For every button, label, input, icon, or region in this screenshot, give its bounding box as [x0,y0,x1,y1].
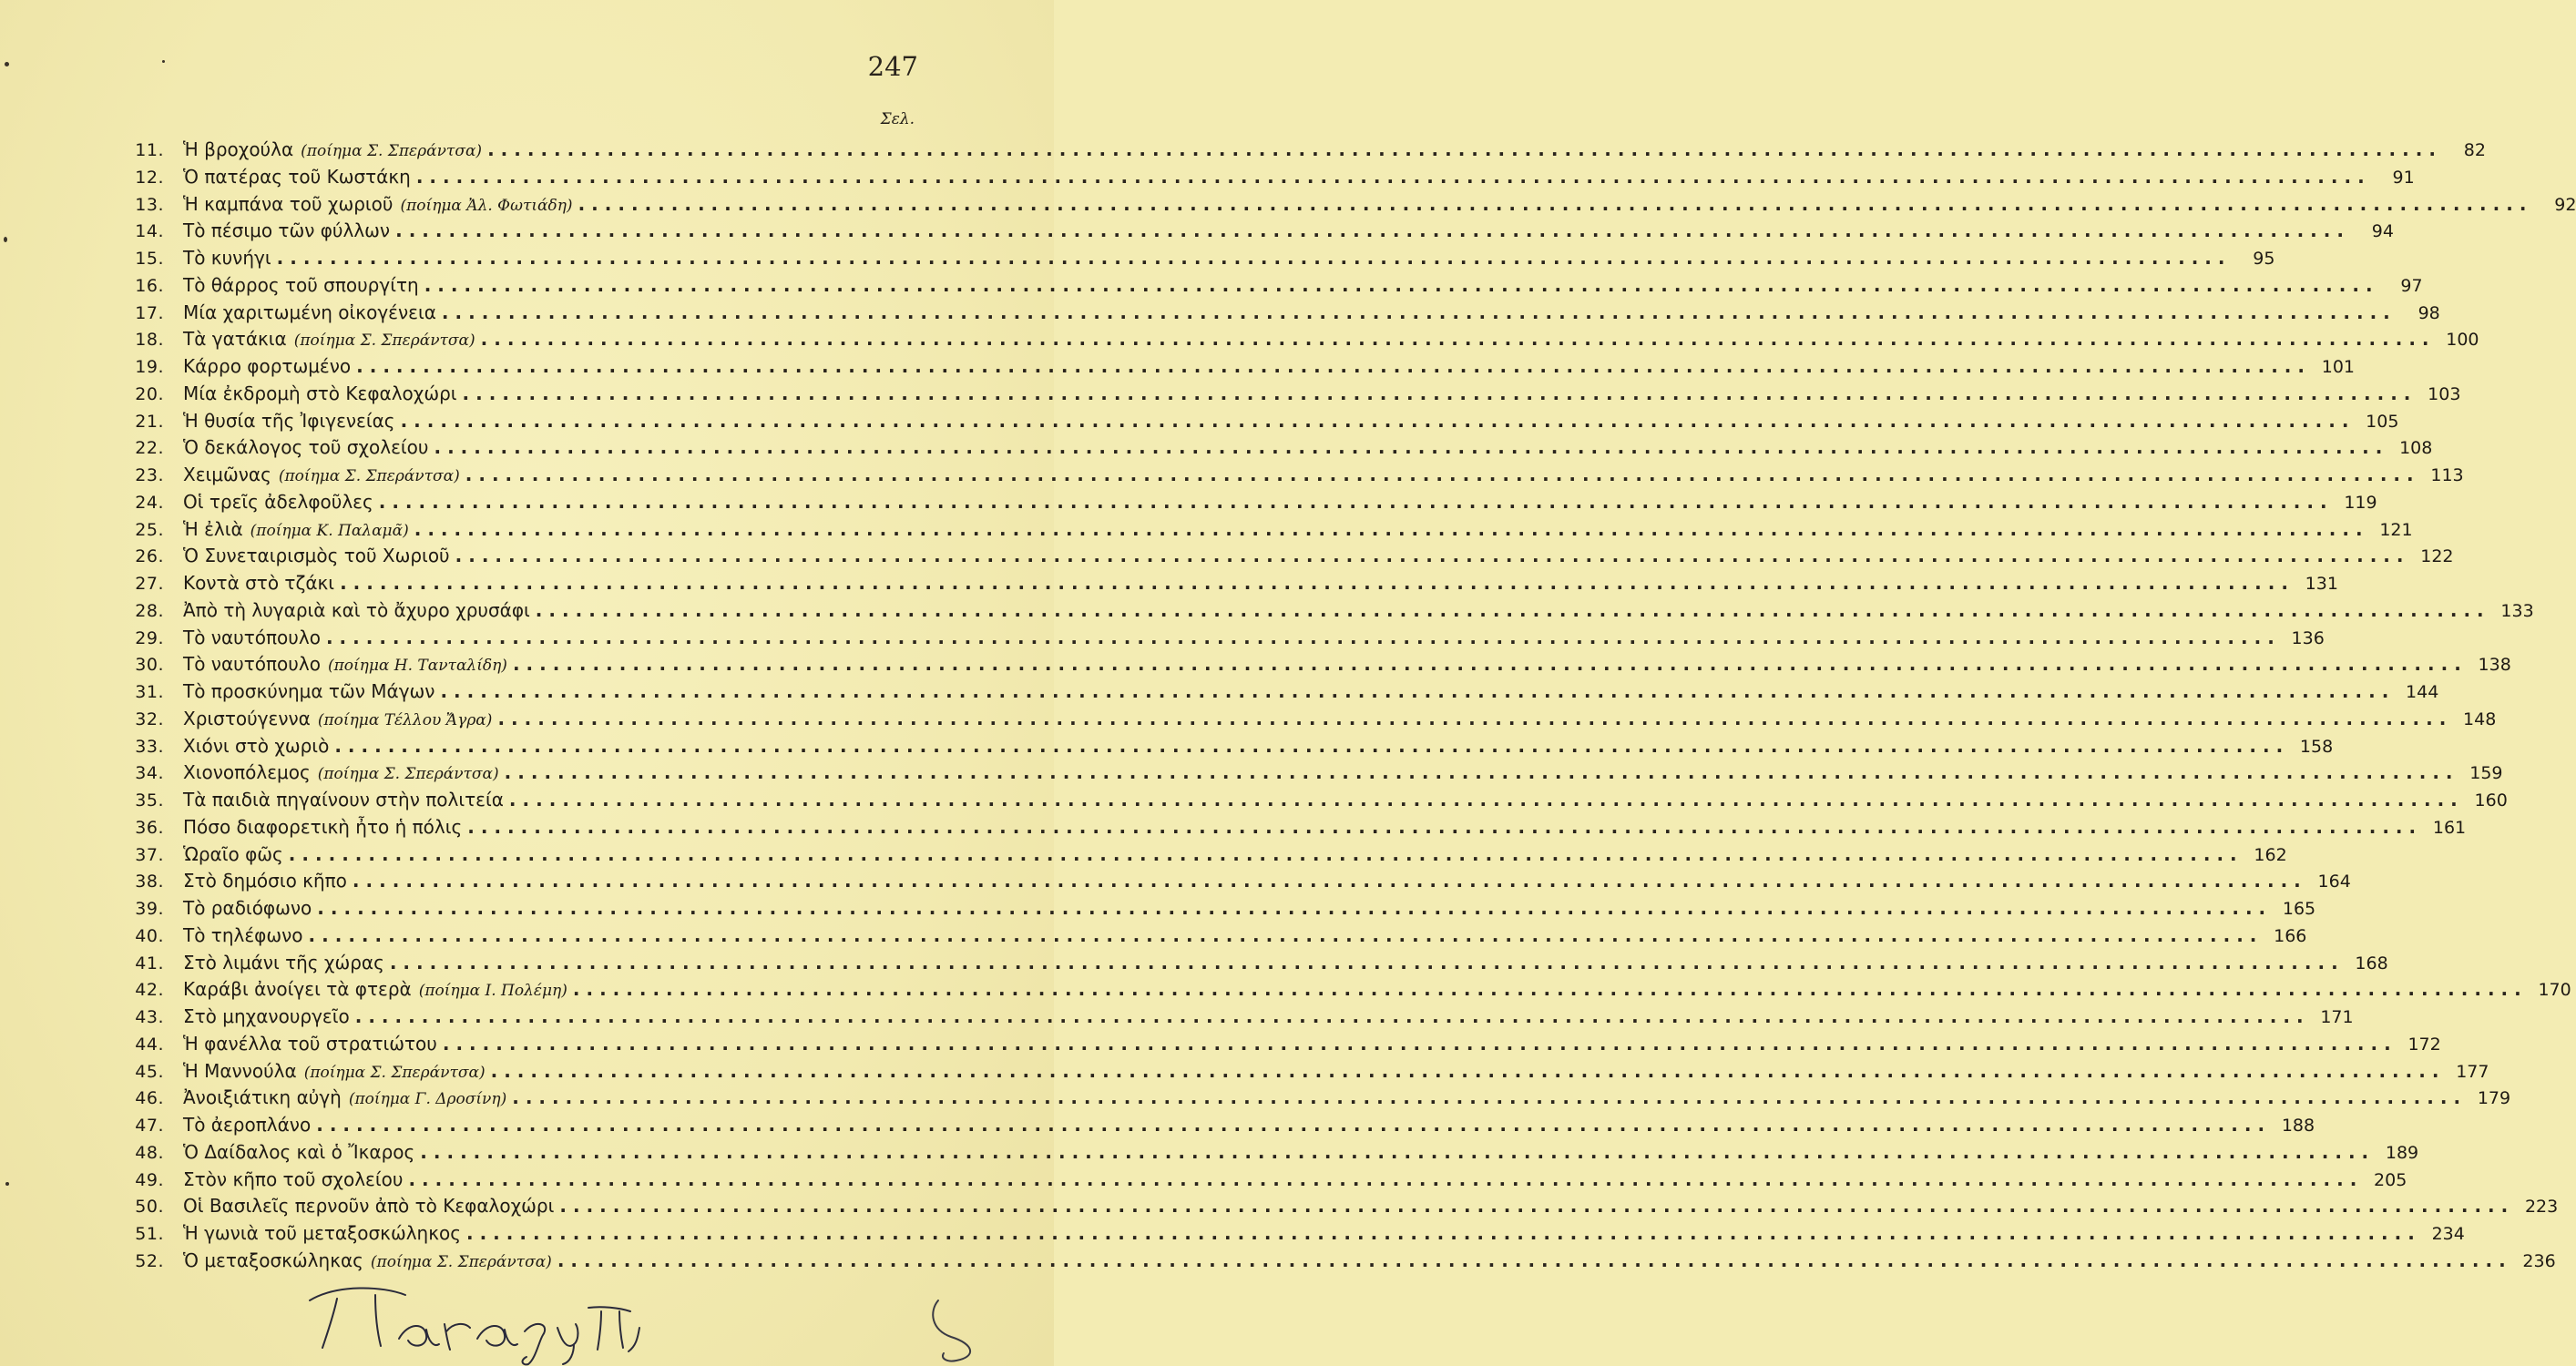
entry-number: 40. [135,925,164,946]
toc-entry [126,543,2454,570]
entry-title: Τὰ παιδιὰ πηγαίνουν στὴν πολιτεία [183,789,504,810]
dot-leader [578,191,2533,219]
dot-leader [316,1112,2271,1139]
entry-page-number: 164 [2317,872,2351,892]
entry-number: 45. [135,1061,164,1082]
entry-title: Ἀνοιξιάτικη αὐγὴ [183,1086,342,1109]
entry-title-group [183,678,434,706]
entry-number: 27. [135,574,164,594]
entry-title-group [183,300,436,327]
dot-leader [395,218,2350,245]
entry-poem-credit: (ποίημα Ἀλ. Φωτιάδη) [400,196,573,215]
entry-title: Τὸ προσκύνημα τῶν Μάγων [183,680,435,702]
entry-page-number: 159 [2469,763,2503,784]
entry-title-group [183,1004,350,1031]
toc-entry [126,300,2440,327]
entry-number: 11. [135,140,164,160]
entry-title: Ἡ ἐλιὰ [183,517,243,540]
entry-title: Στὸν κῆπο τοῦ σχολείου [183,1167,404,1190]
dot-leader [491,1058,2446,1086]
page-number: 247 [867,51,918,82]
entry-number: 41. [135,953,164,974]
toc-entry [126,1031,2441,1058]
dot-leader [334,733,2289,760]
entry-number: 33. [135,736,164,757]
entry-page-number: 189 [2385,1142,2419,1163]
handwritten-signature [301,1275,683,1366]
toc-entry [126,787,2508,814]
toc-entry [126,841,2287,869]
entry-page-number: 121 [2379,519,2413,540]
dot-leader [455,543,2410,570]
toc-entry [126,625,2325,652]
dot-leader [481,326,2436,353]
entry-poem-credit: (ποίημα Τέλλου Ἄγρα) [317,710,493,729]
entry-page-number: 122 [2420,546,2454,567]
entry-title-group [183,191,573,220]
entry-number: 34. [135,763,164,784]
toc-entry [126,462,2464,489]
dot-leader [467,814,2422,841]
entry-title-group [183,353,351,381]
entry-poem-credit: (ποίημα Σ. Σπεράντσα) [317,765,499,784]
toc-entry [126,218,2394,245]
entry-title: Τὸ ναυτόπουλο [183,626,321,648]
dot-leader [326,625,2281,652]
entry-page-number: 95 [2253,249,2275,269]
entry-number: 32. [135,708,164,729]
entry-title: Ὁ Συνεταιρισμὸς τοῦ Χωριοῦ [183,545,450,567]
entry-title-group [183,950,384,977]
entry-number: 44. [135,1034,164,1055]
toc-entry [126,651,2511,678]
toc-entry [126,976,2571,1004]
entry-title-group [183,1220,461,1248]
entry-page-number: 158 [2299,736,2334,757]
dot-leader [487,137,2442,164]
entry-title-group [183,516,409,545]
toc-entry [126,137,2486,164]
entry-title-group [183,272,419,300]
entry-page-number: 108 [2399,438,2433,459]
entry-title-group [183,1058,486,1087]
entry-title: Ἡ Μαννούλα [183,1059,297,1082]
dot-leader [353,868,2307,895]
entry-number: 19. [135,357,164,377]
toc-entry [126,326,2479,353]
entry-page-number: 171 [2320,1007,2354,1027]
entry-title-group [183,137,482,166]
toc-entry [126,191,2576,219]
entry-title: Χιονοπόλεμος [183,761,311,784]
entry-title-group [183,787,504,814]
dot-leader [408,1167,2363,1194]
dot-leader [420,1139,2375,1167]
entry-title-group [183,895,312,923]
entry-title-group [183,733,329,760]
entry-title: Τὸ τηλέφωνο [183,923,303,946]
entry-title-group [183,1112,311,1139]
toc-entry [126,489,2377,516]
entry-title: Χειμῶνας [183,464,271,485]
entry-title-group [183,651,507,680]
entry-title-group [183,706,492,735]
dot-leader [442,300,2397,327]
entry-page-number: 105 [2366,411,2399,432]
entry-title: Μία χαριτωμένη οἰκογένεια [183,301,436,323]
entry-page-number: 138 [2478,655,2511,676]
dot-leader [289,841,2244,869]
toc-entry [126,759,2503,787]
page-column-header: Σελ. [880,110,915,128]
toc-entry [126,164,2415,191]
entry-title: Κοντὰ στὸ τζάκι [183,572,335,594]
entry-number: 43. [135,1007,164,1027]
toc-entry [126,950,2388,977]
entry-number: 46. [135,1088,164,1109]
entry-title: Πόσο διαφορετικὴ ἦτο ἡ πόλις [183,815,463,838]
entry-title-group [183,1248,552,1277]
entry-title-group [183,408,395,435]
entry-page-number: 136 [2291,627,2325,648]
toc-entry [126,1248,2556,1275]
entry-number: 15. [135,249,164,269]
entry-page-number: 148 [2463,708,2497,729]
entry-page-number: 133 [2500,600,2534,621]
toc-entry [126,245,2275,272]
entry-title-group [183,1085,506,1114]
entry-number: 24. [135,492,164,513]
dot-leader [317,895,2272,923]
entry-number: 21. [135,411,164,432]
entry-title: Ἡ γωνιὰ τοῦ μεταξοσκώληκος [183,1222,461,1244]
entry-page-number: 236 [2522,1250,2556,1271]
entry-number: 12. [135,167,164,188]
toc-entry [126,516,2413,544]
entry-page-number: 119 [2344,492,2377,513]
entry-title-group [183,218,390,245]
dot-leader [536,597,2490,625]
entry-title: Ὁ Δαίδαλος καὶ ὁ Ἴκαρος [183,1140,415,1163]
entry-number: 37. [135,844,164,865]
dot-leader [379,489,2334,516]
dot-leader [424,272,2379,300]
entry-number: 35. [135,790,164,810]
toc-entry [126,814,2467,841]
entry-page-number: 101 [2321,357,2355,377]
dot-leader [390,950,2345,977]
entry-title: Τὸ ἀεροπλάνο [183,1114,312,1136]
entry-title: Ἡ καμπάνα τοῦ χωριοῦ [183,192,394,215]
dot-leader [309,923,2264,950]
entry-number: 29. [135,627,164,648]
entry-page-number: 179 [2477,1088,2511,1109]
entry-title-group [183,245,271,272]
entry-page-number: 188 [2281,1116,2315,1136]
entry-title-group [183,625,321,652]
entry-title: Χριστούγεννα [183,707,311,729]
entry-title: Οἱ τρεῖς ἀδελφοῦλες [183,490,373,513]
entry-title: Ὁ πατέρας τοῦ Κωστάκη [183,165,411,188]
entry-title: Οἱ Βασιλεῖς περνοῦν ἀπὸ τὸ Κεφαλοχώρι [183,1195,555,1218]
entry-number: 28. [135,600,164,621]
entry-number: 52. [135,1250,164,1271]
entry-title: Ἡ βροχούλα [183,138,294,160]
entry-poem-credit: (ποίημα Η. Τανταλίδη) [327,657,507,676]
dot-leader [434,434,2388,462]
entry-page-number: 92 [2554,194,2576,215]
entry-page-number: 168 [2355,953,2388,974]
toc-entry [126,733,2334,760]
entry-title-group [183,841,283,869]
entry-page-number: 177 [2456,1061,2489,1082]
entry-page-number: 160 [2474,790,2508,810]
entry-title: Κάρρο φορτωμένο [183,355,352,377]
entry-title-group [183,923,303,950]
entry-number: 39. [135,899,164,919]
entry-title-group [183,462,460,491]
toc-entry [126,923,2307,950]
entry-title-group [183,976,567,1005]
entry-page-number: 170 [2538,980,2571,1001]
entry-number: 14. [135,221,164,242]
entry-title-group [183,1031,437,1058]
toc-entry [126,678,2439,706]
entry-title: Τὰ γατάκια [183,328,287,351]
toc-entry [126,597,2534,625]
toc-entry [126,353,2355,381]
entry-title: Ὁ δεκάλογος τοῦ σχολείου [183,436,429,459]
toc-entry [126,1004,2354,1031]
entry-number: 31. [135,682,164,702]
entry-number: 20. [135,383,164,404]
table-of-contents [126,137,2576,1275]
paper-speck [5,62,9,66]
dot-leader [509,787,2464,814]
toc-entry [126,1139,2419,1167]
entry-page-number: 161 [2432,817,2467,838]
entry-page-number: 97 [2400,275,2423,296]
dot-leader [440,678,2395,706]
toc-entry [126,706,2497,733]
entry-number: 49. [135,1169,164,1190]
dot-leader [443,1031,2397,1058]
dot-leader [340,570,2295,597]
entry-number: 22. [135,438,164,459]
entry-title-group [183,1193,554,1220]
dot-leader [356,353,2311,381]
entry-poem-credit: (ποίημα Σ. Σπεράντσα) [303,1063,486,1082]
entry-title-group [183,1167,403,1194]
entry-number: 23. [135,465,164,485]
dot-leader [277,245,2232,272]
dot-leader [416,164,2371,191]
entry-page-number: 172 [2407,1034,2441,1055]
entry-number: 16. [135,275,164,296]
toc-entry [126,272,2423,300]
entry-page-number: 82 [2463,140,2486,160]
entry-title: Ἀπὸ τὴ λυγαριὰ καὶ τὸ ἄχυρο χρυσάφι [183,598,530,621]
dot-leader [512,1085,2467,1112]
entry-title-group [183,543,450,570]
entry-page-number: 131 [2305,574,2338,594]
entry-title: Ὁ μεταξοσκώληκας [183,1249,363,1271]
dot-leader [401,408,2356,435]
paper-speck [5,1182,9,1186]
entry-poem-credit: (ποίημα Ι. Πολέμη) [418,982,567,1001]
entry-title-group [183,489,373,516]
toc-entry [126,868,2351,895]
toc-entry [126,408,2399,435]
toc-entry [126,895,2316,923]
entry-number: 51. [135,1224,164,1244]
entry-poem-credit: (ποίημα Σ. Σπεράντσα) [301,142,483,160]
entry-title: Καράβι ἀνοίγει τὰ φτερὰ [183,978,412,1001]
entry-title: Ἡ θυσία τῆς Ἰφιγενείας [183,409,395,432]
dot-leader [513,651,2468,678]
entry-title-group [183,597,530,625]
entry-title: Τὸ ναυτόπουλο [183,653,321,676]
entry-title-group [183,759,499,789]
entry-title: Τὸ ραδιόφωνο [183,897,312,919]
entry-page-number: 223 [2524,1197,2559,1218]
dot-leader [559,1193,2514,1220]
entry-page-number: 165 [2282,899,2316,919]
entry-number: 30. [135,655,164,676]
entry-title: Στὸ μηχανουργεῖο [183,1005,350,1027]
entry-number: 50. [135,1197,164,1218]
entry-number: 42. [135,980,164,1001]
entry-title: Στὸ λιμάνι τῆς χώρας [183,951,384,974]
toc-entry [126,570,2338,597]
dot-leader [497,706,2452,733]
entry-title-group [183,326,475,355]
entry-page-number: 113 [2430,465,2464,485]
entry-title: Τὸ θάρρος τοῦ σπουργίτη [183,273,419,296]
entry-title-group [183,814,462,841]
toc-entry [126,1220,2465,1248]
entry-title-group [183,434,428,462]
entry-page-number: 103 [2428,383,2461,404]
entry-number: 17. [135,302,164,323]
entry-title-group [183,1139,414,1167]
entry-number: 25. [135,519,164,540]
entry-number: 47. [135,1116,164,1136]
entry-poem-credit: (ποίημα Σ. Σπεράντσα) [293,331,475,351]
entry-title: Τὸ κυνήγι [183,247,271,269]
dot-leader [466,1220,2421,1248]
entry-number: 36. [135,817,164,838]
toc-entry [126,1058,2489,1086]
entry-title-group [183,570,334,597]
entry-page-number: 234 [2431,1224,2465,1244]
paper-speck [4,237,7,242]
entry-page-number: 91 [2392,167,2415,188]
dot-leader [355,1004,2310,1031]
entry-title: Μία ἐκδρομὴ στὸ Κεφαλοχώρι [183,382,457,404]
entry-title-group [183,164,411,191]
dot-leader [573,976,2528,1004]
entry-page-number: 205 [2374,1169,2407,1190]
entry-title: Στὸ δημόσιο κῆπο [183,870,347,892]
entry-title-group [183,868,347,895]
entry-page-number: 166 [2274,925,2307,946]
entry-page-number: 98 [2418,302,2440,323]
entry-poem-credit: (ποίημα Σ. Σπεράντσα) [278,467,460,485]
toc-entry [126,1112,2315,1139]
entry-title: Τὸ πέσιμο τῶν φύλλων [183,219,391,242]
entry-number: 13. [135,194,164,215]
toc-entry [126,434,2433,462]
toc-entry [126,1167,2407,1194]
toc-entry [126,1085,2511,1112]
entry-page-number: 162 [2254,844,2287,865]
entry-page-number: 100 [2446,330,2479,351]
entry-number: 18. [135,330,164,351]
entry-page-number: 94 [2371,221,2394,242]
dot-leader [465,462,2420,489]
entry-number: 48. [135,1142,164,1163]
entry-poem-credit: (ποίημα Γ. Δροσίνη) [348,1090,507,1109]
dot-leader [505,759,2459,787]
entry-page-number: 144 [2406,682,2439,702]
dot-leader [414,516,2369,544]
pencil-mark [920,1293,993,1366]
entry-title: Ἡ φανέλλα τοῦ στρατιώτου [183,1032,437,1055]
paper-speck [162,60,165,63]
entry-number: 26. [135,546,164,567]
entry-title-group [183,381,457,408]
entry-poem-credit: (ποίημα Κ. Παλαμᾶ) [250,521,409,540]
entry-title: Ὡραῖο φῶς [183,842,283,865]
dot-leader [557,1248,2512,1275]
entry-title: Χιόνι στὸ χωριὸ [183,734,330,757]
entry-poem-credit: (ποίημα Σ. Σπεράντσα) [370,1252,552,1271]
dot-leader [463,381,2418,408]
toc-entry [126,1193,2559,1220]
toc-entry [126,381,2461,408]
entry-number: 38. [135,872,164,892]
